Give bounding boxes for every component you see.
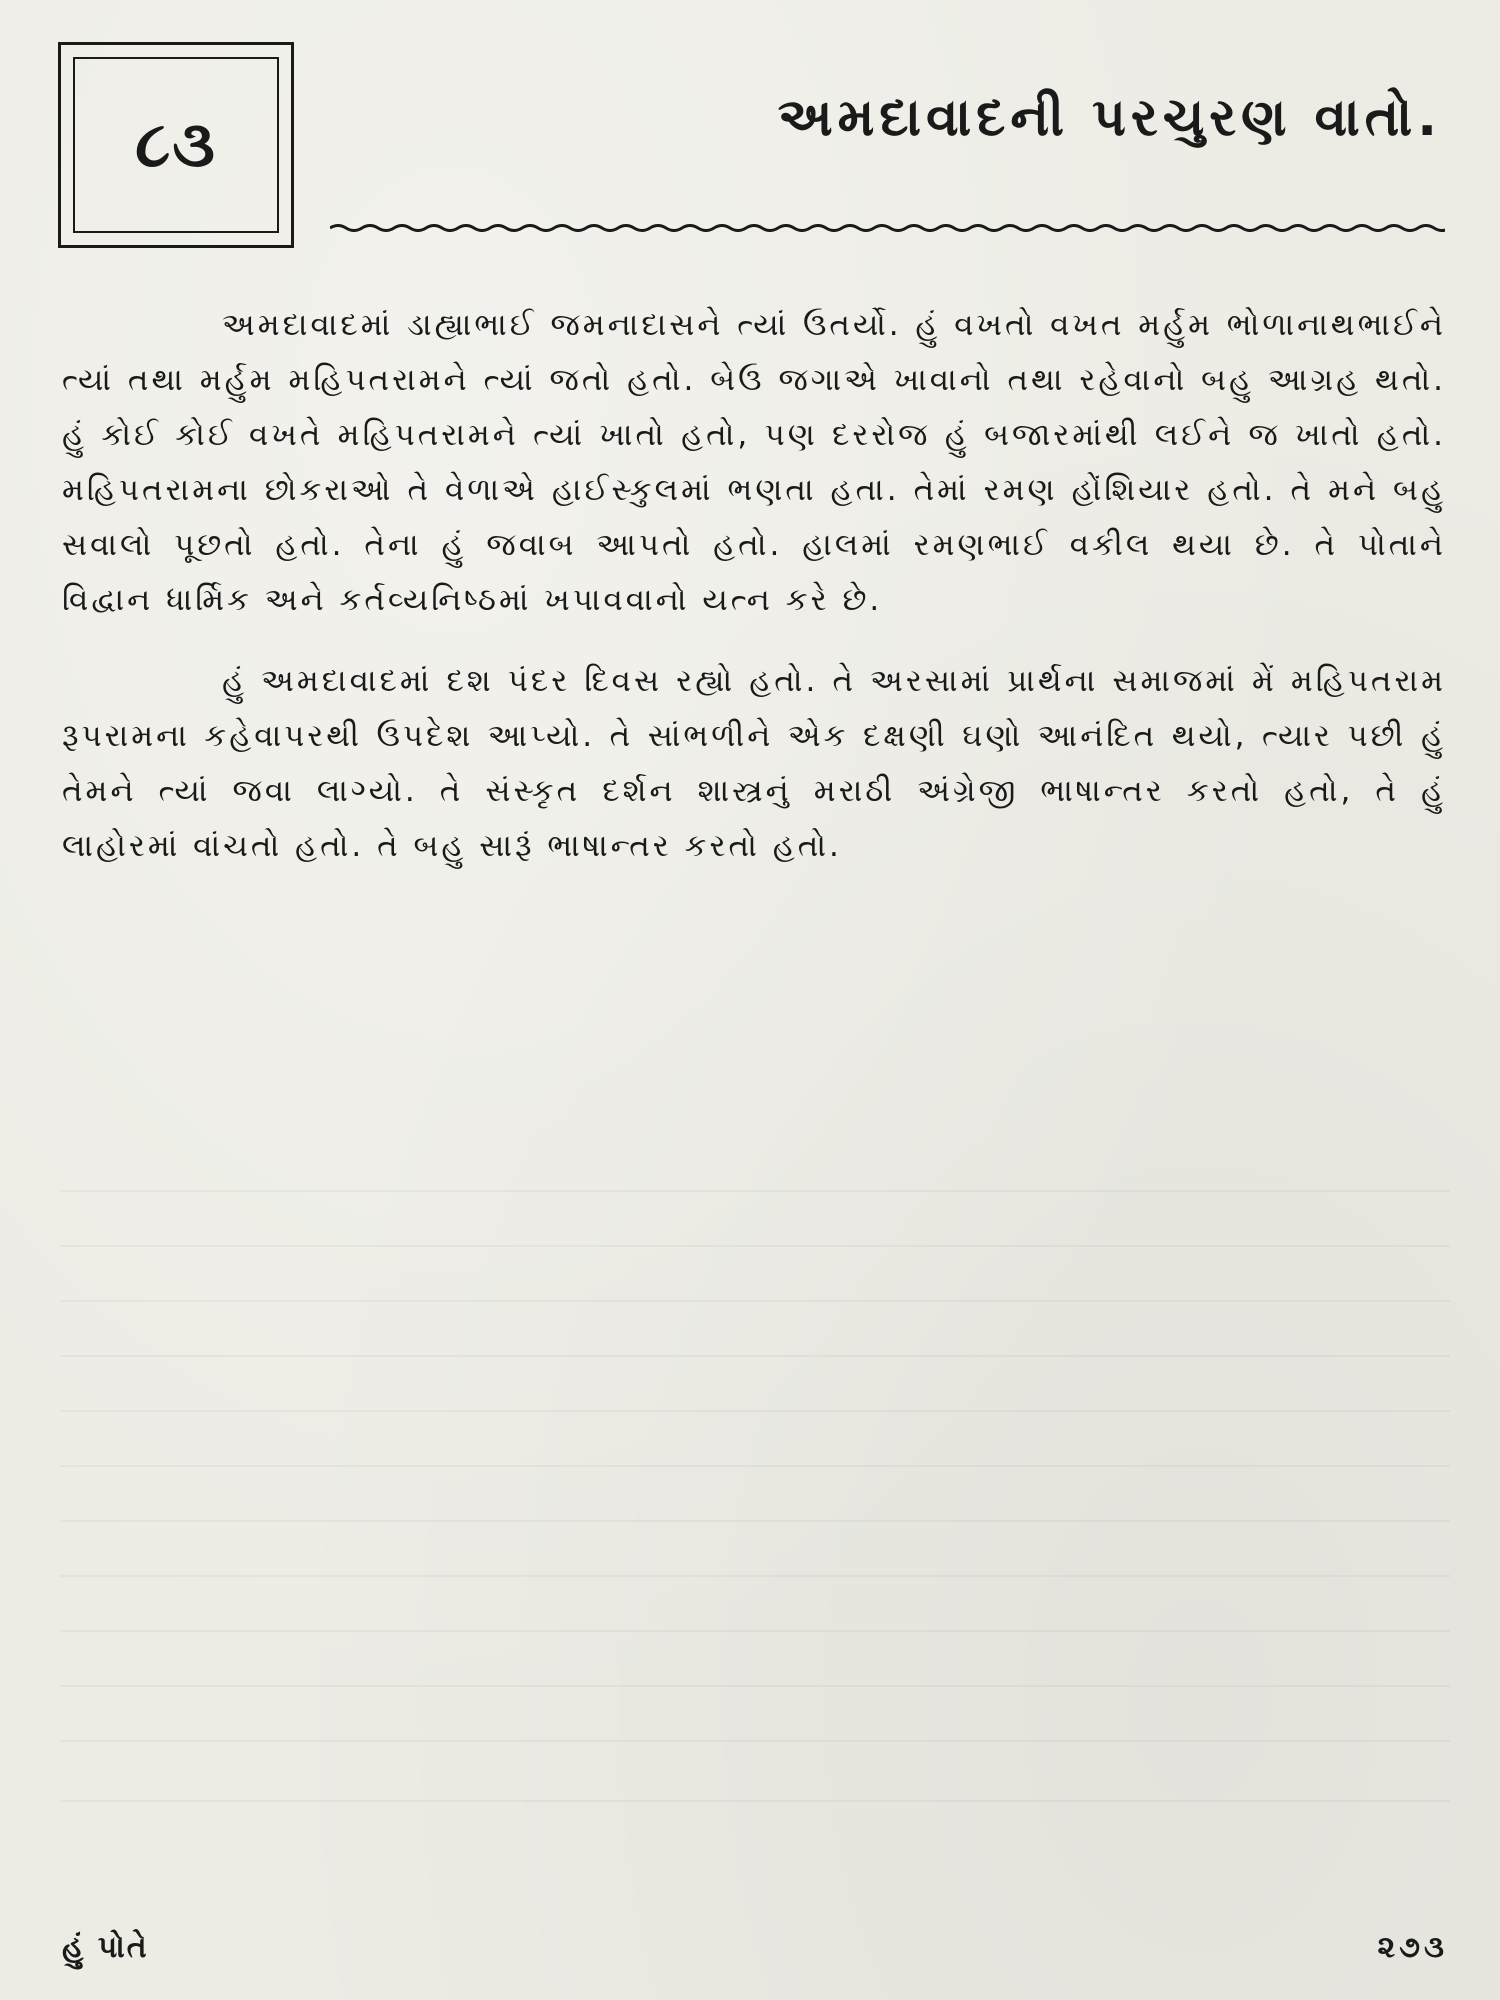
chapter-number: ૮૩ xyxy=(135,108,217,182)
bleed-through-line xyxy=(60,1630,1450,1632)
footer-page-number: ૨૭૩ xyxy=(1377,1930,1448,1965)
bleed-through-line xyxy=(60,1245,1450,1247)
bleed-through-line xyxy=(60,1685,1450,1687)
title-wave-divider xyxy=(330,216,1445,240)
chapter-number-inner-frame xyxy=(73,57,279,233)
bleed-through-line xyxy=(60,1465,1450,1467)
bleed-through-line xyxy=(60,1410,1450,1412)
paragraph-1: અમદાવાદમાં ડાહ્યાભાઈ જમનાદાસને ત્યાં ઉતર્યો. હું વખતો વખત મર્હુમ ભોળાનાથભાઈને ત્યાં તથા મર્હુમ મહિપતરામને ત્યાં જતો હતો. બેઉ જગાએ ખાવાનો તથા રહેવાનો બહુ આગ્રહ થતો. હું કોઈ કોઈ વખતે મહિપતરામને ત્યાં ખાતો હતો, પણ દરરોજ હું બજારમાંથી લઈને જ ખાતો હતો. મહિપતરામના છોકરાઓ તે વેળાએ હાઈસ્કુલમાં ભણતા હતા. તેમાં રમણ હોંશિયાર હતો. તે મને બહુ સવાલો પૂછતો હતો. તેના હું જવાબ આપતો હતો. હાલમાં રમણભાઈ વકીલ થયા છે. તે પોતાને વિદ્વાન ધાર્મિક અને કર્તવ્યનિષ્ઠમાં ખપાવવાનો યત્ન કરે છે. xyxy=(62,307,1446,618)
paragraph-2: હું અમદાવાદમાં દશ પંદર દિવસ રહ્યો હતો. તે અરસામાં પ્રાર્થના સમાજમાં મેં મહિપતરામ રૂપરામના કહેવાપરથી ઉપદેશ આપ્યો. તે સાંભળીને એક દક્ષણી ઘણો આનંદિત થયો, ત્યાર પછી હું તેમને ત્યાં જવા લાગ્યો. તે સંસ્કૃત દર્શન શાસ્ત્રનું મરાઠી અંગ્રેજી ભાષાન્તર કરતો હતો, તે હું લાહોરમાં વાંચતો હતો. તે બહુ સારૂં ભાષાન્તર કરતો હતો. xyxy=(62,663,1446,864)
footer-book-title: હું પોતે xyxy=(62,1930,149,1965)
body-text xyxy=(62,298,1446,900)
chapter-title: અમદાવાદની પરચુરણ વાતો. xyxy=(777,88,1442,148)
chapter-number-box xyxy=(58,42,294,248)
bleed-through-line xyxy=(60,1520,1450,1522)
bleed-through-line xyxy=(60,1740,1450,1742)
bleed-through-line xyxy=(60,1190,1450,1192)
bleed-through-line xyxy=(60,1355,1450,1357)
bleed-through-line xyxy=(60,1300,1450,1302)
bleed-through-line xyxy=(60,1800,1450,1802)
bleed-through-line xyxy=(60,1575,1450,1577)
